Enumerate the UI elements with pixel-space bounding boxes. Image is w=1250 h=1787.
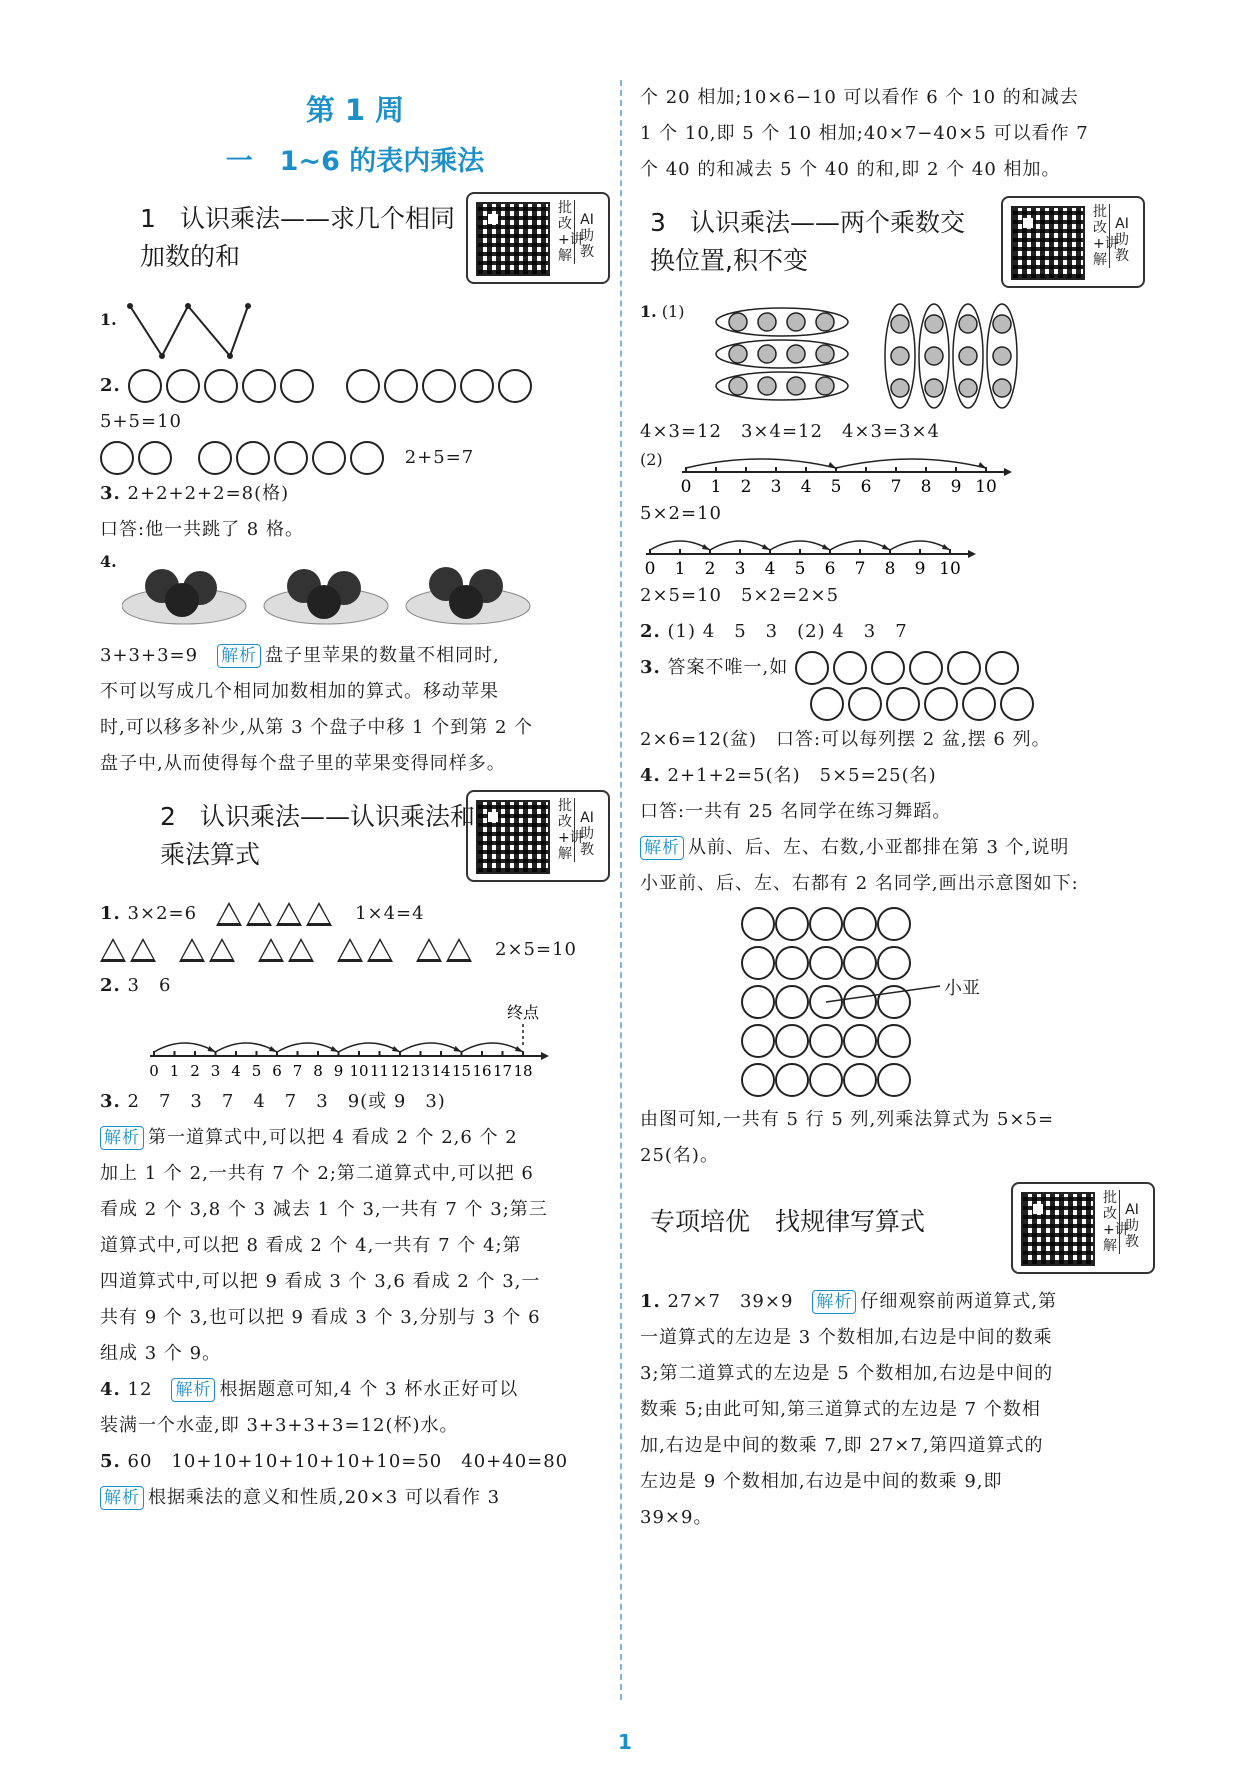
column-divider xyxy=(620,80,622,1700)
sp-exp-3: 3;第二道算式的左边是 5 个数相加,右边是中间的 xyxy=(640,1363,1054,1384)
tick-label: 17 xyxy=(492,1062,513,1080)
s2-q3-exp-2: 加上 1 个 2,一共有 7 个 2;第二道算式中,可以把 6 xyxy=(100,1163,534,1184)
q2-eq2: 2+5=7 xyxy=(404,447,475,468)
tick-label: 8 xyxy=(884,559,896,578)
number-line-10b xyxy=(640,532,1145,578)
qr-code-box[interactable]: 批改+讲解 AI助教 xyxy=(1011,1182,1155,1274)
right-top-1: 个 20 相加;10×6−10 可以看作 6 个 10 的和减去 xyxy=(640,87,1079,108)
hop-arc xyxy=(890,541,950,550)
page-number: 1 xyxy=(618,1730,632,1754)
tick-label: 11 xyxy=(369,1062,390,1080)
tick-label: 4 xyxy=(231,1062,241,1080)
tick-label: 2 xyxy=(704,559,716,578)
q4-conclusion-2: 25(名)。 xyxy=(640,1145,719,1166)
section-3-header xyxy=(640,196,1145,286)
q4-conclusion-1: 由图可知,一共有 5 行 5 列,列乘法算式为 5×5= xyxy=(640,1109,1055,1130)
tick-label: 1 xyxy=(674,559,686,578)
hop-arrow xyxy=(828,462,836,468)
qr-code-icon[interactable] xyxy=(1021,1192,1095,1266)
qr-code-icon[interactable] xyxy=(1011,206,1085,280)
sp-exp-7: 39×9。 xyxy=(640,1507,713,1528)
qr-code-box[interactable]: 批改+讲解 AI助教 xyxy=(466,790,610,882)
hop-arc xyxy=(830,541,890,550)
qr-code-icon[interactable] xyxy=(476,800,550,874)
s2-q3-exp-3: 看成 2 个 3,8 个 3 减去 1 个 3,一共有 7 个 3;第三 xyxy=(100,1199,548,1220)
q1-answer: 1. xyxy=(100,298,610,368)
tick-label: 7 xyxy=(890,477,902,496)
hop-arc xyxy=(770,541,830,550)
special-section-header xyxy=(640,1182,1145,1268)
tick-label: 2 xyxy=(740,477,752,496)
right-top-3: 个 40 的和减去 5 个 40 的和,即 2 个 40 相加。 xyxy=(640,159,1061,180)
hop-arrow xyxy=(208,1046,216,1052)
qr-code-box[interactable]: 批改+讲解 AI助教 xyxy=(1001,196,1145,288)
end-label: 终点 xyxy=(506,1004,540,1022)
q4-apples: 4. xyxy=(100,548,610,628)
q2-answers: 2. (1) 4 5 3 (2) 4 3 7 xyxy=(640,621,908,642)
hop-arrow xyxy=(942,544,950,550)
q3-equation: 3. 2+2+2+2=8(格) xyxy=(100,483,290,504)
axis-arrow xyxy=(1004,468,1012,476)
qr-code-box[interactable] xyxy=(466,192,610,284)
tick-label: 10 xyxy=(349,1062,369,1080)
axis-arrow xyxy=(541,1052,549,1060)
tick-label: 7 xyxy=(292,1062,303,1080)
tick-label: 3 xyxy=(734,559,746,578)
hop-arrow xyxy=(331,1046,339,1052)
s2-q1-line2: 2×5=10 xyxy=(100,932,610,968)
qr-label-ai: AI助教 xyxy=(580,212,594,260)
section-title: 3 认识乘法——两个乘数交换位置,积不变 xyxy=(650,208,966,275)
hop-arrow xyxy=(702,544,710,550)
s2-q3-exp-6: 共有 9 个 3,也可以把 9 看成 3 个 3,分别与 3 个 6 xyxy=(100,1307,541,1328)
section-title: 1 认识乘法——求几个相同加数的和 xyxy=(140,204,456,271)
sp-q1: 1. 27×7 39×9 解析 仔细观察前两道算式,第 xyxy=(640,1291,1058,1312)
week-title: 第 1 周 xyxy=(305,93,405,127)
q3-equation: 2×6=12(盆) 口答:可以每列摆 2 盆,摆 6 列。 xyxy=(640,729,1051,750)
s2-q4: 4. 12 解析 根据题意可知,4 个 3 杯水正好可以 xyxy=(100,1379,519,1400)
s2-q4-exp-2: 装满一个水壶,即 3+3+3+3=12(杯)水。 xyxy=(100,1415,459,1436)
q2-eq1: 5+5=10 xyxy=(100,411,182,432)
section-title: 2 认识乘法——认识乘法和乘法算式 xyxy=(160,802,476,869)
q4-answer: 口答:一共有 25 名同学在练习舞蹈。 xyxy=(640,801,952,822)
q4-explanation-2: 不可以写成几个相同加数相加的算式。移动苹果 xyxy=(100,681,499,702)
tick-label: 5 xyxy=(830,477,842,496)
tick-label: 1 xyxy=(169,1062,180,1080)
hop-arrow xyxy=(978,462,986,468)
s2-q3-exp-1: 解析 第一道算式中,可以把 4 看成 2 个 2,6 个 2 xyxy=(100,1120,610,1156)
dot-groups-image xyxy=(700,302,1100,414)
number-line-10b-svg xyxy=(640,532,1020,578)
tick-label: 10 xyxy=(975,477,997,496)
tick-label: 2 xyxy=(190,1062,200,1080)
tick-label: 3 xyxy=(770,477,782,496)
hop-arrow xyxy=(454,1046,462,1052)
hop-arrow xyxy=(882,544,890,550)
tick-label: 6 xyxy=(272,1062,282,1080)
tick-label: 0 xyxy=(149,1062,159,1080)
xiaoya-label: 小亚 xyxy=(944,978,980,999)
q4-exp-2: 小亚前、后、左、右都有 2 名同学,画出示意图如下: xyxy=(640,873,1079,894)
tick-label: 6 xyxy=(824,559,836,578)
qr-label-grading: 批改+讲解 xyxy=(558,200,584,264)
sp-exp-2: 一道算式的左边是 3 个数相加,右边是中间的数乘 xyxy=(640,1327,1053,1348)
analysis-tag: 解析 xyxy=(217,644,261,668)
5x5-circle-grid xyxy=(740,906,1040,1106)
tick-label: 13 xyxy=(410,1062,431,1080)
sp-exp-4: 数乘 5;由此可知,第三道算式的左边是 7 个数相 xyxy=(640,1399,1041,1420)
tick-label: 9 xyxy=(914,559,926,578)
s2-q3-exp-7: 组成 3 个 9。 xyxy=(100,1343,222,1364)
q4-explanation-4: 盘子中,从而使得每个盘子里的苹果变得同样多。 xyxy=(100,753,506,774)
hop-arc xyxy=(710,541,770,550)
s2-q5: 5. 60 10+10+10+10+10+10=50 40+40=80 xyxy=(100,1451,569,1472)
hop-arrow xyxy=(515,1046,523,1052)
hop-arc xyxy=(400,1043,462,1052)
tick-label: 16 xyxy=(472,1062,492,1080)
hop-arrow xyxy=(822,544,830,550)
q1-equations: 4×3=12 3×4=12 4×3=3×4 xyxy=(640,421,940,442)
hop-arc xyxy=(686,459,836,468)
number-line-10a-svg xyxy=(676,450,1056,496)
tick-label: 8 xyxy=(920,477,932,496)
q2-circles: 2. xyxy=(100,368,610,404)
axis-arrow xyxy=(968,550,976,558)
s2-q3: 3. 2 7 3 7 4 7 3 9(或 9 3) xyxy=(100,1091,446,1112)
formation-diagram xyxy=(640,902,1145,1102)
q3-answer: 口答:他一共跳了 8 格。 xyxy=(100,519,304,540)
hop-arrow xyxy=(392,1046,400,1052)
q1-line-drawing xyxy=(120,298,340,368)
number-line-18 xyxy=(100,1004,610,1084)
hop-arc xyxy=(339,1043,401,1052)
q4-exp-1: 解析 从前、后、左、右数,小亚都排在第 3 个,说明 xyxy=(640,830,1145,866)
s2-q5-exp: 解析 根据乘法的意义和性质,20×3 可以看作 3 xyxy=(100,1480,610,1516)
tick-label: 7 xyxy=(854,559,866,578)
tick-label: 0 xyxy=(680,477,692,496)
eq-2x5: 2×5=10 5×2=2×5 xyxy=(640,585,840,606)
tick-label: 10 xyxy=(939,559,961,578)
q2-circles-2 xyxy=(100,440,610,476)
s2-q2: 2. 3 6 xyxy=(100,975,172,996)
hop-arc xyxy=(216,1043,278,1052)
special-title: 专项培优 找规律写算式 xyxy=(650,1207,926,1236)
qr-code-icon[interactable] xyxy=(476,202,550,276)
tick-label: 0 xyxy=(644,559,656,578)
tick-label: 3 xyxy=(210,1062,221,1080)
q3-circles-2 xyxy=(640,686,1145,722)
sp-exp-6: 左边是 9 个数相加,右边是中间的数乘 9,即 xyxy=(640,1471,1003,1492)
hop-arc xyxy=(462,1043,524,1052)
s2-q1-line1: 1. 3×2=6 1×4=4 xyxy=(100,903,425,924)
eq-5x2: 5×2=10 xyxy=(640,503,722,524)
right-column xyxy=(640,80,1145,1536)
hop-arc xyxy=(154,1043,216,1052)
tick-label: 9 xyxy=(333,1062,344,1080)
tick-label: 5 xyxy=(794,559,806,578)
tick-label: 15 xyxy=(451,1062,472,1080)
q4-explanation-1: 3+3+3=9 解析 盘子里苹果的数量不相同时, xyxy=(100,645,500,666)
right-top-2: 1 个 10,即 5 个 10 相加;40×7−40×5 可以看作 7 xyxy=(640,123,1089,144)
unit-title: 一 1~6 的表内乘法 xyxy=(225,146,485,177)
section-1-header xyxy=(100,192,610,282)
s2-q3-exp-4: 道算式中,可以把 8 看成 2 个 4,一共有 7 个 4;第 xyxy=(100,1235,522,1256)
tick-label: 14 xyxy=(431,1062,451,1080)
s2-q3-exp-5: 四道算式中,可以把 9 看成 3 个 3,6 看成 2 个 3,一 xyxy=(100,1271,541,1292)
number-line-18-svg xyxy=(140,1004,580,1084)
hop-arrow xyxy=(762,544,770,550)
sp-exp-5: 加,右边是中间的数乘 7,即 27×7,第四道算式的 xyxy=(640,1435,1044,1456)
tick-label: 6 xyxy=(860,477,872,496)
section-2-header xyxy=(100,790,610,880)
tick-label: 4 xyxy=(764,559,776,578)
number-line-10a: (2) 0 1 2 3 4 5 6 7 8 9 10 xyxy=(640,450,1145,496)
q4-line: 4. 2+1+2=5(名) 5×5=25(名) xyxy=(640,765,937,786)
tick-label: 4 xyxy=(800,477,812,496)
hop-arc xyxy=(650,541,710,550)
hop-arc xyxy=(836,459,986,468)
hop-arrow xyxy=(269,1046,277,1052)
apple-plates-image xyxy=(122,548,542,628)
left-column xyxy=(100,70,610,1516)
q3-line: 3. 答案不唯一,如 xyxy=(640,650,1145,686)
tick-label: 8 xyxy=(313,1062,323,1080)
tick-label: 9 xyxy=(950,477,962,496)
tick-label: 12 xyxy=(390,1062,410,1080)
q4-explanation-3: 时,可以移多补少,从第 3 个盘子中移 1 个到第 2 个 xyxy=(100,717,534,738)
tick-label: 18 xyxy=(513,1062,533,1080)
tick-label: 5 xyxy=(251,1062,262,1080)
tick-label: 1 xyxy=(710,477,722,496)
q1-dot-groups: 1. (1) xyxy=(640,302,1145,414)
hop-arc xyxy=(277,1043,339,1052)
